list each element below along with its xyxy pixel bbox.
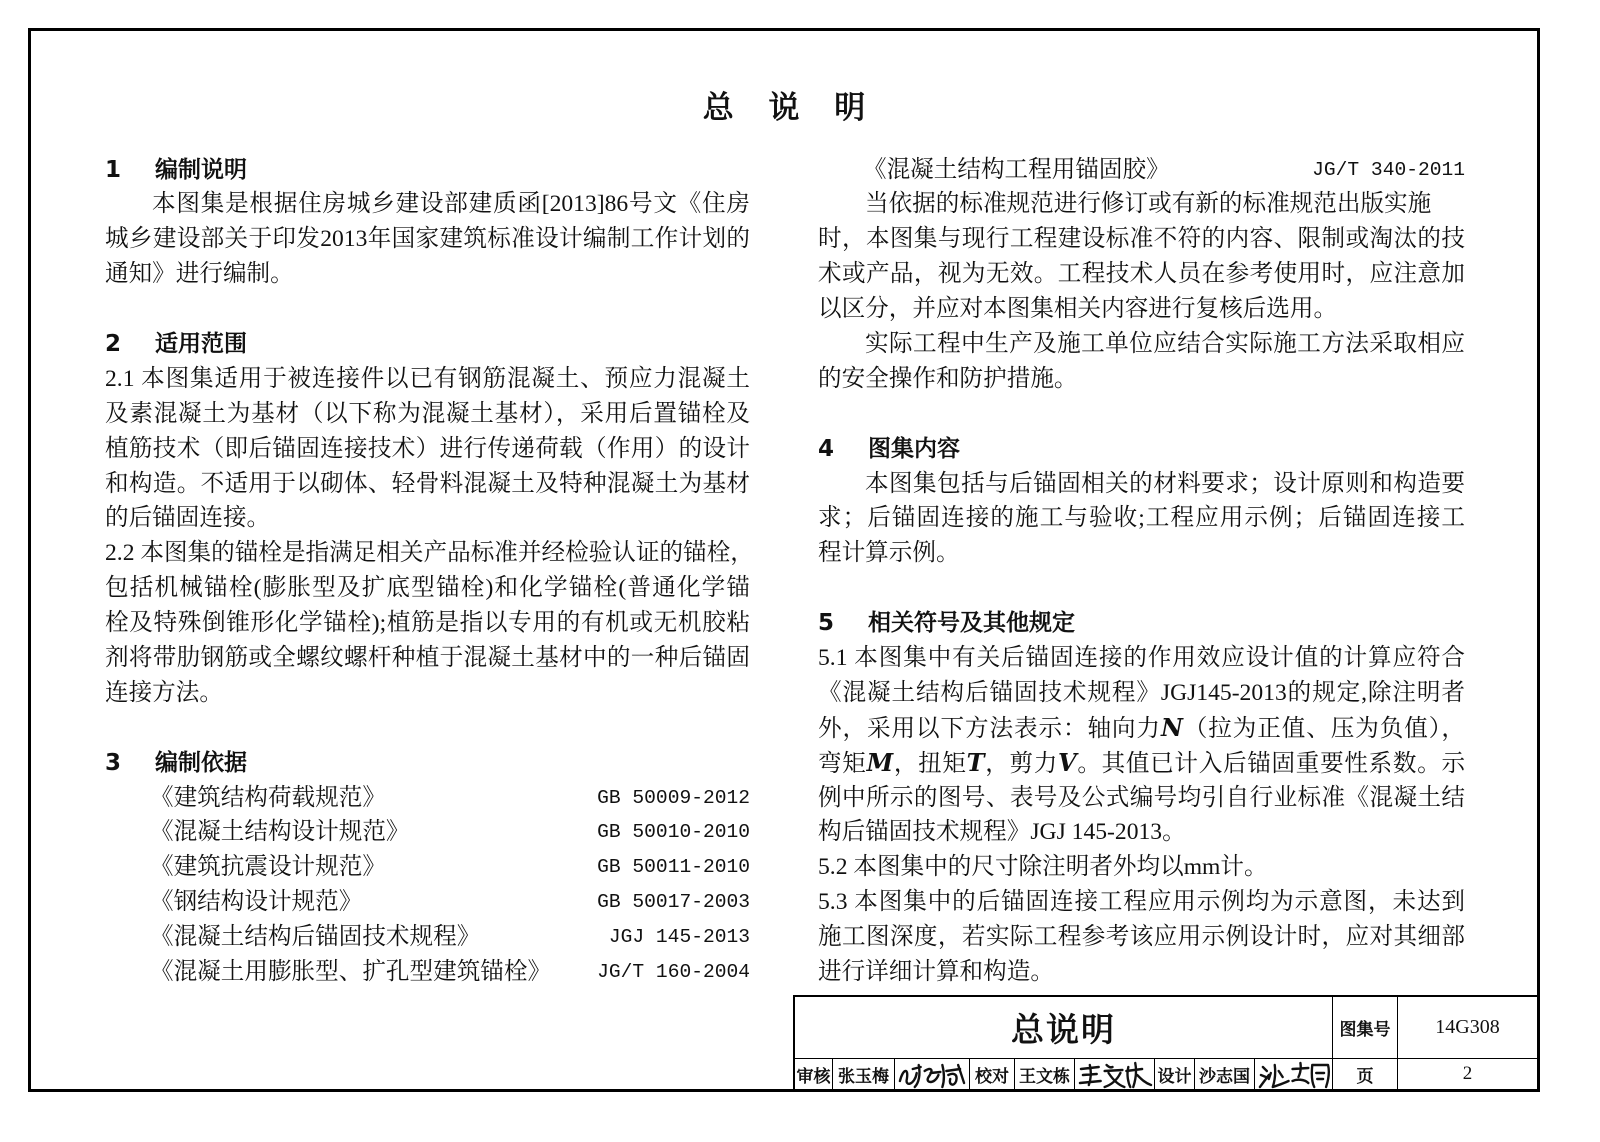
body-line: 术或产品，视为无效。工程技术人员在参考使用时，应注意加 — [818, 261, 1465, 288]
body-line — [818, 711, 1465, 746]
signature-scribble — [1075, 1059, 1154, 1089]
body-line: 例中所示的图号、表号及公式编号均引自行业标准《混凝土结 — [818, 784, 1465, 811]
signature-scribble — [1255, 1059, 1332, 1089]
blank-line — [105, 292, 750, 327]
standard-code: GB 50017-2003 — [597, 891, 750, 914]
designer-signature — [1255, 1059, 1333, 1089]
symbol-torque: T — [966, 747, 985, 777]
body-line: 时，本图集与现行工程建设标准不符的内容、限制或淘汰的技 — [818, 226, 1465, 253]
body-line: 5.2 本图集中的尺寸除注明者外均以mm计。 — [818, 854, 1268, 881]
section-title: 图集内容 — [868, 435, 960, 462]
body-line: 《混凝土结构后锚固技术规程》JGJ145-2013的规定,除注明者 — [818, 679, 1465, 706]
standard-code: GB 50009-2012 — [597, 786, 750, 809]
drawing-title: 总说明 — [795, 997, 1333, 1058]
section-title: 编制依据 — [155, 749, 247, 776]
standard-name: 《混凝土用膨胀型、扩孔型建筑锚栓》 — [150, 958, 552, 985]
symbol-moment: M — [866, 747, 894, 777]
section-title: 相关符号及其他规定 — [868, 610, 1075, 637]
body-line: 以区分，并应对本图集相关内容进行复核后选用。 — [818, 296, 1338, 323]
blank-line — [105, 711, 750, 746]
standard-code: JG/T 160-2004 — [597, 960, 750, 983]
section-number: 2 — [105, 330, 122, 357]
body-line: 连接方法。 — [105, 679, 223, 706]
standard-code: GB 50010-2010 — [597, 821, 750, 844]
text-segment: 弯矩 — [818, 750, 867, 777]
title-block-top-row — [795, 997, 1537, 1059]
symbol-axial-force: N — [1160, 712, 1183, 742]
section-title: 编制说明 — [155, 156, 247, 183]
standard-name: 《混凝土结构设计规范》 — [150, 819, 410, 846]
title-block-bottom-row — [795, 1059, 1537, 1089]
body-line: 程计算示例。 — [818, 540, 960, 567]
body-line: 的后锚固连接。 — [105, 505, 271, 532]
page-title: 总 说 明 — [702, 90, 866, 126]
section-heading — [105, 327, 750, 362]
left-column — [105, 153, 754, 990]
body-line: 2.1 本图集适用于被连接件以已有钢筋混凝土、预应力混凝土 — [105, 365, 750, 392]
right-column — [818, 153, 1465, 990]
body-line: 本图集包括与后锚固相关的材料要求；设计原则和构造要 — [865, 470, 1465, 497]
standard-name: 《钢结构设计规范》 — [150, 889, 363, 916]
body-line: 实际工程中生产及施工单位应结合实际施工方法采取相应 — [865, 330, 1465, 357]
standard-item — [105, 850, 750, 885]
standard-item — [105, 815, 750, 850]
text-segment: ，扭矩 — [893, 750, 967, 777]
section-number: 5 — [818, 610, 835, 637]
standard-item — [105, 920, 750, 955]
symbol-shear: V — [1058, 747, 1077, 777]
body-line: 栓及特殊倒锥形化学锚栓);植筋是指以专用的有机或无机胶粘 — [105, 610, 750, 637]
review-label: 审核 — [795, 1059, 833, 1089]
section-heading — [105, 746, 750, 781]
title-block — [793, 995, 1537, 1089]
check-label: 校对 — [970, 1059, 1015, 1089]
standard-code: GB 50011-2010 — [597, 856, 750, 879]
text-segment: （拉为正值、压为负值）， — [1182, 715, 1466, 742]
body-line: 通知》进行编制。 — [105, 261, 294, 288]
standard-name: 《混凝土结构工程用锚固胶》 — [863, 156, 1170, 183]
body-line: 包括机械锚栓(膨胀型及扩底型锚栓)和化学锚栓(普通化学锚 — [105, 575, 750, 602]
standard-item — [818, 153, 1465, 188]
standard-name: 《建筑抗震设计规范》 — [150, 854, 386, 881]
blank-line — [818, 571, 1465, 606]
section-number: 1 — [105, 156, 122, 183]
section-title: 适用范围 — [155, 330, 247, 357]
blank-line — [818, 397, 1465, 432]
standard-name: 《混凝土结构后锚固技术规程》 — [150, 924, 481, 951]
signature-scribble — [895, 1059, 969, 1089]
body-line: 施工图深度，若实际工程参考该应用示例设计时，应对其细部 — [818, 924, 1465, 951]
section-heading — [818, 432, 1465, 467]
checker-signature — [1075, 1059, 1155, 1089]
text-segment: 。其值已计入后锚固重要性系数。示 — [1076, 750, 1466, 777]
text-segment: 外，采用以下方法表示：轴向力 — [818, 715, 1161, 742]
body-line: 构后锚固技术规程》JGJ 145-2013。 — [818, 819, 1186, 846]
body-line: 进行详细计算和构造。 — [818, 958, 1054, 985]
checker-name: 王文栋 — [1015, 1059, 1075, 1089]
standard-item — [105, 885, 750, 920]
body-line: 2.2 本图集的锚栓是指满足相关产品标准并经检验认证的锚栓， — [105, 540, 754, 567]
body-line: 的安全操作和防护措施。 — [818, 365, 1078, 392]
section-heading — [105, 153, 750, 188]
standard-code: JGJ 145-2013 — [608, 926, 750, 949]
text-segment: ，剪力 — [984, 750, 1059, 777]
body-line: 求；后锚固连接的施工与验收;工程应用示例；后锚固连接工 — [818, 505, 1465, 532]
body-line: 本图集是根据住房城乡建设部建质函[2013]86号文《住房 — [152, 191, 750, 218]
body-line: 及素混凝土为基材（以下称为混凝土基材），采用后置锚栓及 — [105, 400, 750, 427]
section-number: 3 — [105, 749, 122, 776]
body-line: 植筋技术（即后锚固连接技术）进行传递荷载（作用）的设计 — [105, 435, 750, 462]
section-number: 4 — [818, 435, 835, 462]
atlas-number: 14G308 — [1435, 1016, 1500, 1038]
standard-item — [105, 955, 750, 990]
body-line — [818, 746, 1465, 781]
body-line: 城乡建设部关于印发2013年国家建筑标准设计编制工作计划的 — [105, 226, 750, 253]
body-line: 和构造。不适用于以砌体、轻骨料混凝土及特种混凝土为基材 — [105, 470, 750, 497]
design-label: 设计 — [1155, 1059, 1195, 1089]
page-number: 2 — [1462, 1063, 1473, 1084]
standard-code: JG/T 340-2011 — [1312, 158, 1465, 181]
page-label: 页 — [1333, 1059, 1398, 1089]
atlas-number-label: 图集号 — [1333, 997, 1398, 1058]
body-line: 5.3 本图集中的后锚固连接工程应用示例均为示意图，未达到 — [818, 889, 1465, 916]
body-line: 剂将带肋钢筋或全螺纹螺杆种植于混凝土基材中的一种后锚固 — [105, 644, 750, 671]
reviewer-name: 张玉梅 — [833, 1059, 895, 1089]
standard-name: 《建筑结构荷载规范》 — [150, 784, 386, 811]
designer-name: 沙志国 — [1195, 1059, 1255, 1089]
body-line: 5.1 本图集中有关后锚固连接的作用效应设计值的计算应符合 — [818, 644, 1465, 671]
reviewer-signature — [895, 1059, 970, 1089]
section-heading — [818, 606, 1465, 641]
standard-item — [105, 781, 750, 816]
body-line: 当依据的标准规范进行修订或有新的标准规范出版实施 — [865, 191, 1432, 218]
